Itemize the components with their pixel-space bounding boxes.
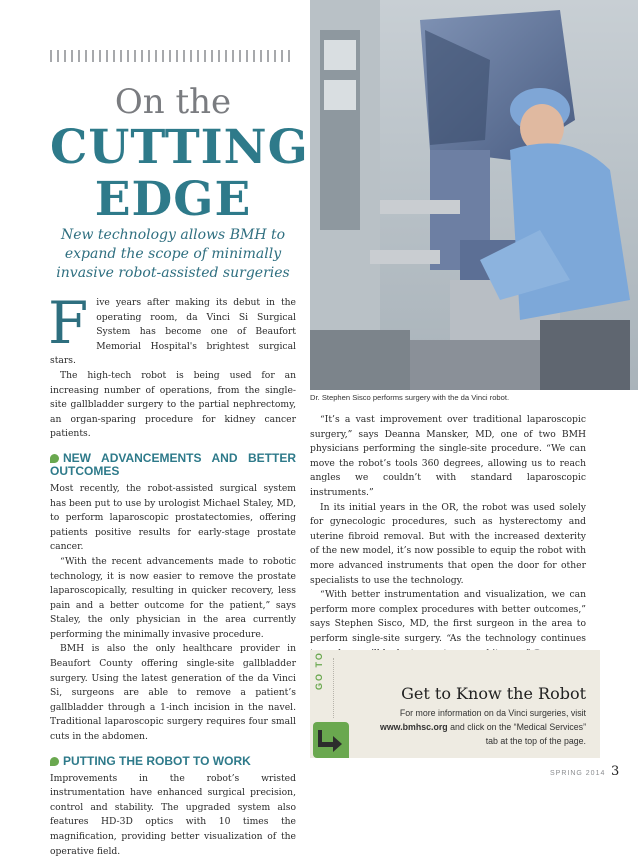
- goto-callout: [310, 650, 600, 758]
- left-column: [48, 289, 296, 859]
- title-main: [50, 120, 309, 227]
- section-heading-advancements: [50, 452, 296, 478]
- right-paragraph-3-text: “With better instrumentation and visualization, we can perform more complex procedures with better outcomes,” says Stephen Sisco, MD, the first surgeon in the area to perform single-site surgery. “As the technology continues: [310, 589, 586, 644]
- section-heading-advancements-text: NEW ADVANCEMENTS AND BETTER OUTCOMES: [50, 450, 296, 478]
- title-line-2: CUTTING: [50, 120, 309, 175]
- subtitle: New technology allows BMH to expand the scope of minimally invasive robot-assisted surgeries: [56, 227, 290, 281]
- goto-text-after: and click on the “Medical Services” tab at the top of the page.: [450, 722, 586, 746]
- leaf-bullet-icon: [50, 757, 59, 766]
- drop-cap: F: [48, 289, 89, 357]
- right-paragraph-1: “It’s a vast improvement over traditional laparoscopic surgery,” says Deanna Mansker, MD, one of two BMH physicians performing the single-site procedure. “We can move the robot’s tools 360 degrees, allowing us to reach angles we couldn’t with standard laparoscopic instruments.”: [310, 414, 586, 498]
- footer-season: SPRING 2014: [550, 770, 606, 777]
- goto-text: [376, 706, 586, 748]
- goto-title: Get to Know the Robot: [401, 684, 586, 703]
- intro-paragraph-2: The high-tech robot is being used for an increasing number of operations, from the single-site gallbladder surgery to the partial nephrectomy, an organ-sparing procedure for kidney cancer patients.: [50, 369, 296, 440]
- section-heading-robot-work-text: PUTTING THE ROBOT TO WORK: [63, 753, 251, 768]
- goto-url-link[interactable]: www.bmhsc.org: [380, 722, 448, 732]
- page-number: 3: [611, 764, 620, 779]
- section1-paragraph-2: “With the recent advancements made to robotic technology, it is now easier to remove the prostate laparoscopically, resulting in quicker recovery, less pain and a better outcome for the patient,” says Staley, the only physician in the area currently performing the minimally invasive procedure.: [50, 555, 296, 640]
- section1-paragraph-1: Most recently, the robot-assisted surgical system has been put to use by urologist Michael Staley, MD, to perform laparoscopic prostatectomies, offering patients positive results for early-stage prostate cancer.: [50, 482, 296, 553]
- surgery-photo-illustration: [310, 0, 638, 390]
- right-column: [310, 413, 586, 661]
- photo-caption: Dr. Stephen Sisco performs surgery with the da Vinci robot.: [310, 393, 510, 402]
- section1-paragraph-3: BMH is also the only healthcare provider in Beaufort County offering single-site gallbladder surgery. Using the latest generation of the da Vinci Si, surgeons are able to remove a patient’s gallbladder through a 1-inch incision in the navel. Traditional laparoscopic surgery requires four small cuts in the abdomen.: [50, 643, 296, 743]
- decorative-tick-rule: [50, 50, 295, 62]
- leaf-bullet-icon: [50, 454, 59, 463]
- title-line-1: On the: [114, 82, 232, 122]
- surgery-photo: [310, 0, 638, 390]
- arrow-right-icon: [313, 722, 349, 758]
- intro-paragraph-1: [48, 289, 296, 369]
- intro-p1-text: ive years after making its debut in the operating room, da Vinci Si Surgical System has become one of Beaufort Memorial Hospital's brightest surgical stars.: [50, 297, 296, 367]
- goto-text-before: For more information on da Vinci surgeries, visit: [399, 708, 586, 718]
- goto-divider: [333, 658, 334, 718]
- section2-paragraph-1: Improvements in the robot’s wristed instrumentation have enhanced surgical precision, control and stability. The upgraded system also features HD-3D optics with 10 times the magnification, providing better visualization of the operative field.: [50, 772, 296, 857]
- goto-label: GO TO: [314, 651, 324, 690]
- right-paragraph-2: In its initial years in the OR, the robot was used solely for gynecologic procedures, such as hysterectomy and uterine fibroid removal. But with the increased dexterity of the new model, it’s now possible to equip the robot with more advanced instruments that open the door for other specialists to use the technology.: [310, 501, 586, 586]
- title-line-3: EDGE: [94, 172, 252, 227]
- section-heading-robot-work: [50, 755, 296, 768]
